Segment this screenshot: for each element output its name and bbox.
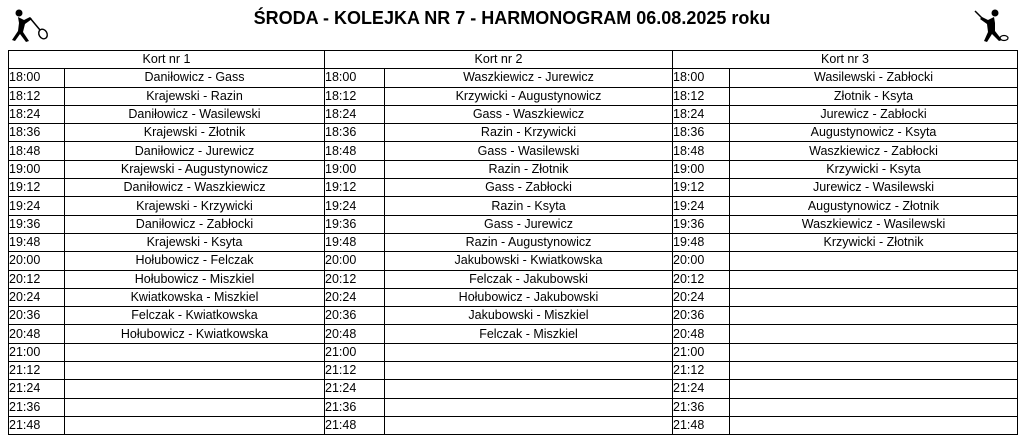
court-3-match [730, 325, 1018, 343]
table-row [9, 270, 1018, 288]
table-row [9, 179, 1018, 197]
court-3-match: Jurewicz - Zabłocki [730, 105, 1018, 123]
table-row [9, 307, 1018, 325]
court-2-match: Krzywicki - Augustynowicz [385, 87, 673, 105]
time-cell: 20:12 [9, 270, 65, 288]
court-3-match: Krzywicki - Ksyta [730, 160, 1018, 178]
court-2-match [385, 343, 673, 361]
court-3-match: Augustynowicz - Ksyta [730, 124, 1018, 142]
time-cell: 20:24 [9, 288, 65, 306]
time-cell: 20:48 [673, 325, 730, 343]
time-cell: 20:36 [325, 307, 385, 325]
time-cell: 19:00 [9, 160, 65, 178]
time-cell: 20:36 [9, 307, 65, 325]
table-row [9, 215, 1018, 233]
time-cell: 19:48 [673, 233, 730, 251]
time-cell: 21:24 [673, 380, 730, 398]
time-cell: 18:12 [9, 87, 65, 105]
court-1-match [65, 416, 325, 434]
court-2-match: Hołubowicz - Jakubowski [385, 288, 673, 306]
court-3-match: Waszkiewicz - Zabłocki [730, 142, 1018, 160]
court-3-match [730, 252, 1018, 270]
time-cell: 18:36 [673, 124, 730, 142]
court-2-match [385, 398, 673, 416]
time-cell: 19:00 [673, 160, 730, 178]
table-row [9, 380, 1018, 398]
time-cell: 20:00 [325, 252, 385, 270]
table-row [9, 142, 1018, 160]
court-1-match: Daniłowicz - Gass [65, 69, 325, 87]
table-row [9, 362, 1018, 380]
court-2-match: Waszkiewicz - Jurewicz [385, 69, 673, 87]
time-cell: 20:00 [9, 252, 65, 270]
time-cell: 19:12 [325, 179, 385, 197]
time-cell: 21:00 [9, 343, 65, 361]
time-cell: 21:36 [325, 398, 385, 416]
court-1-match: Daniłowicz - Zabłocki [65, 215, 325, 233]
court-1-match: Felczak - Kwiatkowska [65, 307, 325, 325]
time-cell: 18:48 [325, 142, 385, 160]
table-row [9, 233, 1018, 251]
table-row [9, 288, 1018, 306]
time-cell: 21:00 [325, 343, 385, 361]
time-cell: 19:24 [325, 197, 385, 215]
time-cell: 18:48 [673, 142, 730, 160]
table-row [9, 69, 1018, 87]
court-2-match: Felczak - Jakubowski [385, 270, 673, 288]
time-cell: 18:00 [325, 69, 385, 87]
badminton-player-icon [972, 8, 1012, 44]
time-cell: 21:24 [9, 380, 65, 398]
court-1-match: Krajewski - Krzywicki [65, 197, 325, 215]
court-1-match: Daniłowicz - Jurewicz [65, 142, 325, 160]
time-cell: 20:24 [673, 288, 730, 306]
time-cell: 19:36 [673, 215, 730, 233]
table-row [9, 343, 1018, 361]
court-2-match: Razin - Ksyta [385, 197, 673, 215]
court-3-match [730, 362, 1018, 380]
court-1-match [65, 343, 325, 361]
court-1-match: Krajewski - Ksyta [65, 233, 325, 251]
court-2-match: Jakubowski - Miszkiel [385, 307, 673, 325]
court-3-match [730, 416, 1018, 434]
court-2-match: Gass - Zabłocki [385, 179, 673, 197]
court-2-match [385, 362, 673, 380]
court-3-match [730, 343, 1018, 361]
court-3-match: Augustynowicz - Złotnik [730, 197, 1018, 215]
time-cell: 21:12 [9, 362, 65, 380]
court-1-header: Kort nr 1 [9, 51, 325, 69]
table-row [9, 252, 1018, 270]
time-cell: 18:12 [673, 87, 730, 105]
court-2-match: Razin - Złotnik [385, 160, 673, 178]
time-cell: 20:12 [325, 270, 385, 288]
time-cell: 19:12 [9, 179, 65, 197]
time-cell: 21:00 [673, 343, 730, 361]
time-cell: 21:36 [9, 398, 65, 416]
court-1-match: Krajewski - Złotnik [65, 124, 325, 142]
time-cell: 18:36 [9, 124, 65, 142]
time-cell: 21:48 [9, 416, 65, 434]
time-cell: 21:48 [673, 416, 730, 434]
court-1-match: Kwiatkowska - Miszkiel [65, 288, 325, 306]
court-1-match: Krajewski - Augustynowicz [65, 160, 325, 178]
court-3-match: Krzywicki - Złotnik [730, 233, 1018, 251]
court-1-match: Hołubowicz - Kwiatkowska [65, 325, 325, 343]
court-3-header: Kort nr 3 [673, 51, 1018, 69]
time-cell: 21:12 [325, 362, 385, 380]
page-title: ŚRODA - KOLEJKA NR 7 - HARMONOGRAM 06.08.2025 roku [253, 8, 771, 28]
table-row [9, 105, 1018, 123]
table-row [9, 416, 1018, 434]
court-3-match: Waszkiewicz - Wasilewski [730, 215, 1018, 233]
court-1-match: Krajewski - Razin [65, 87, 325, 105]
court-2-match [385, 416, 673, 434]
court-1-match [65, 380, 325, 398]
court-2-match: Razin - Krzywicki [385, 124, 673, 142]
time-cell: 21:24 [325, 380, 385, 398]
court-3-match [730, 288, 1018, 306]
time-cell: 18:00 [673, 69, 730, 87]
time-cell: 19:48 [325, 233, 385, 251]
time-cell: 20:48 [9, 325, 65, 343]
time-cell: 20:00 [673, 252, 730, 270]
court-3-match [730, 398, 1018, 416]
table-row [9, 124, 1018, 142]
court-1-match: Daniłowicz - Wasilewski [65, 105, 325, 123]
time-cell: 18:48 [9, 142, 65, 160]
time-cell: 19:24 [9, 197, 65, 215]
time-cell: 20:36 [673, 307, 730, 325]
court-2-match: Gass - Jurewicz [385, 215, 673, 233]
court-1-match [65, 398, 325, 416]
court-header-row [9, 51, 1018, 69]
time-cell: 18:36 [325, 124, 385, 142]
court-3-match: Wasilewski - Zabłocki [730, 69, 1018, 87]
time-cell: 18:24 [673, 105, 730, 123]
time-cell: 20:24 [325, 288, 385, 306]
court-1-match: Hołubowicz - Felczak [65, 252, 325, 270]
court-2-match: Gass - Waszkiewicz [385, 105, 673, 123]
table-row [9, 325, 1018, 343]
court-2-match: Gass - Wasilewski [385, 142, 673, 160]
table-row [9, 398, 1018, 416]
time-cell: 21:48 [325, 416, 385, 434]
time-cell: 19:24 [673, 197, 730, 215]
time-cell: 19:12 [673, 179, 730, 197]
court-3-match: Złotnik - Ksyta [730, 87, 1018, 105]
time-cell: 19:48 [9, 233, 65, 251]
time-cell: 18:12 [325, 87, 385, 105]
time-cell: 18:24 [325, 105, 385, 123]
time-cell: 21:36 [673, 398, 730, 416]
time-cell: 19:36 [325, 215, 385, 233]
court-1-match: Daniłowicz - Waszkiewicz [65, 179, 325, 197]
court-3-match [730, 380, 1018, 398]
time-cell: 18:24 [9, 105, 65, 123]
court-3-match [730, 270, 1018, 288]
schedule-table [8, 50, 1018, 435]
court-1-match: Hołubowicz - Miszkiel [65, 270, 325, 288]
time-cell: 21:12 [673, 362, 730, 380]
table-row [9, 160, 1018, 178]
table-row [9, 87, 1018, 105]
court-3-match [730, 307, 1018, 325]
court-1-match [65, 362, 325, 380]
court-2-match [385, 380, 673, 398]
court-2-match: Jakubowski - Kwiatkowska [385, 252, 673, 270]
time-cell: 20:12 [673, 270, 730, 288]
court-2-header: Kort nr 2 [325, 51, 673, 69]
court-3-match: Jurewicz - Wasilewski [730, 179, 1018, 197]
time-cell: 20:48 [325, 325, 385, 343]
time-cell: 19:00 [325, 160, 385, 178]
time-cell: 18:00 [9, 69, 65, 87]
table-row [9, 197, 1018, 215]
court-2-match: Felczak - Miszkiel [385, 325, 673, 343]
time-cell: 19:36 [9, 215, 65, 233]
court-2-match: Razin - Augustynowicz [385, 233, 673, 251]
